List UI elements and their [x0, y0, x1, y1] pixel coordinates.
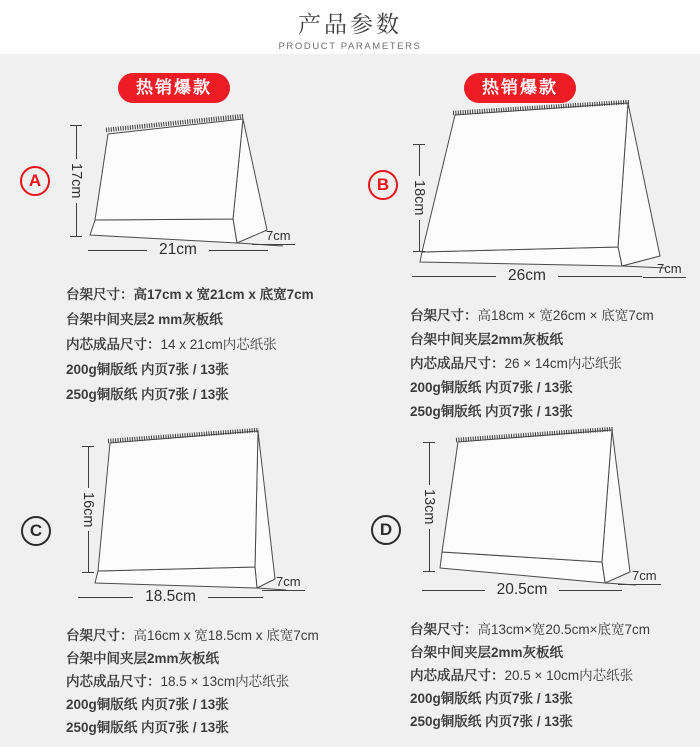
depth-dimension-label: 7cm — [262, 574, 305, 591]
spec-label: 高17cm x 宽21cm x 底宽7cm — [133, 287, 314, 302]
dimension-tick — [423, 571, 435, 572]
panel-label-a: A — [20, 166, 50, 196]
height-dimension — [410, 144, 428, 252]
hot-sale-badge: 热销爆款 — [118, 73, 230, 103]
dimension-line — [429, 443, 430, 485]
dimension-line — [429, 529, 430, 571]
width-dimension — [422, 580, 622, 600]
spec-value: 高16cm x 宽18.5cm x 底宽7cm — [133, 628, 319, 643]
dimension-line — [419, 145, 420, 176]
spec-line — [410, 304, 654, 328]
spec-label: 台架尺寸： — [410, 622, 478, 637]
spec-list — [66, 624, 319, 739]
depth-dimension-label: 7cm — [643, 261, 686, 278]
width-dimension-label: 20.5cm — [496, 581, 548, 598]
panel-label-b: B — [368, 170, 398, 200]
depth-dimension-label: 7cm — [618, 568, 661, 585]
dimension-line — [76, 203, 77, 236]
dimension-tick — [70, 236, 82, 237]
spec-label: 台架尺寸： — [410, 308, 478, 323]
dimension-line — [88, 447, 89, 488]
dimension-line — [208, 597, 263, 598]
desk-calendar-diagram-b — [418, 100, 668, 272]
spec-line — [410, 618, 650, 641]
spec-list — [66, 282, 314, 407]
spec-label: 台架中间夹层2 mm灰板纸 — [66, 312, 223, 327]
spec-value: 14 x 21cm内芯纸张 — [160, 337, 277, 352]
spec-label: 内芯成品尺寸： — [66, 674, 161, 689]
spec-line — [66, 357, 314, 382]
spec-line — [410, 376, 654, 400]
spec-line — [66, 307, 314, 332]
spec-label: 内芯成品尺寸： — [66, 337, 161, 352]
width-dimension — [88, 240, 268, 260]
panel-label-d: D — [371, 515, 401, 545]
spec-list — [410, 304, 654, 424]
spec-label: 250g铜版纸 内页7张 / 13张 — [410, 404, 573, 419]
dimension-line — [419, 220, 420, 251]
spec-line — [66, 670, 319, 693]
spec-line — [410, 710, 650, 733]
height-dimension — [79, 446, 97, 573]
spec-label: 200g铜版纸 内页7张 / 13张 — [410, 380, 573, 395]
dimension-tick — [82, 572, 94, 573]
panel-a — [0, 54, 350, 418]
spec-label: 台架中间夹层2mm灰板纸 — [410, 645, 564, 660]
hot-sale-badge: 热销爆款 — [464, 73, 576, 103]
desk-calendar-diagram-d — [433, 427, 638, 587]
spec-label: 200g铜版纸 内页7张 / 13张 — [66, 697, 229, 712]
spec-label: 250g铜版纸 内页7张 / 13张 — [66, 387, 229, 402]
height-dimension-label: 17cm — [68, 163, 84, 199]
spec-line — [66, 282, 314, 307]
content — [0, 54, 700, 747]
panel-b — [350, 54, 700, 418]
spec-label: 台架尺寸： — [66, 287, 134, 302]
panel-c — [0, 418, 350, 747]
spec-line — [66, 382, 314, 407]
spec-line — [66, 624, 319, 647]
spec-label: 台架尺寸： — [66, 628, 134, 643]
spec-line — [66, 716, 319, 739]
width-dimension — [412, 266, 642, 286]
width-dimension-label: 26cm — [508, 267, 546, 284]
spec-value: 26 × 14cm内芯纸张 — [504, 356, 622, 371]
height-dimension — [67, 125, 85, 237]
height-dimension-label: 18cm — [411, 180, 427, 216]
spec-line — [410, 687, 650, 710]
spec-line — [410, 641, 650, 664]
spec-value: 高18cm × 宽26cm × 底宽7cm — [477, 308, 654, 323]
spec-value: 高13cm×宽20.5cm×底宽7cm — [477, 622, 651, 637]
dimension-line — [88, 250, 147, 251]
spec-label: 内芯成品尺寸： — [410, 356, 505, 371]
dimension-line — [412, 276, 496, 277]
spec-line — [410, 352, 654, 376]
spec-line — [410, 328, 654, 352]
dimension-line — [558, 276, 642, 277]
desk-calendar-diagram-c — [88, 426, 288, 594]
spec-line — [66, 693, 319, 716]
panel-label-c: C — [21, 516, 51, 546]
spec-line — [410, 664, 650, 687]
height-dimension — [420, 442, 438, 572]
dimension-line — [209, 250, 268, 251]
page-title: 产品参数 — [298, 11, 402, 37]
spec-list — [410, 618, 650, 733]
spec-label: 内芯成品尺寸： — [410, 668, 505, 683]
width-dimension-label: 18.5cm — [145, 588, 196, 605]
dimension-line — [422, 590, 485, 591]
width-dimension-label: 21cm — [159, 241, 197, 258]
spec-line — [66, 332, 314, 357]
spec-value: 20.5 × 10cm内芯纸张 — [504, 668, 634, 683]
depth-dimension-label: 7cm — [252, 228, 295, 245]
dimension-line — [559, 590, 622, 591]
header — [0, 0, 700, 54]
spec-value: 18.5 × 13cm内芯纸张 — [160, 674, 290, 689]
height-dimension-label: 16cm — [80, 491, 96, 528]
page-subtitle: PRODUCT PARAMETERS — [278, 41, 422, 52]
spec-label: 台架中间夹层2mm灰板纸 — [66, 651, 220, 666]
height-dimension-label: 13cm — [421, 489, 437, 525]
dimension-line — [88, 531, 89, 572]
spec-label: 200g铜版纸 内页7张 / 13张 — [410, 691, 573, 706]
width-dimension — [78, 587, 263, 607]
panel-d — [350, 418, 700, 747]
dimension-line — [76, 126, 77, 159]
spec-label: 台架中间夹层2mm灰板纸 — [410, 332, 564, 347]
spec-label: 200g铜版纸 内页7张 / 13张 — [66, 362, 229, 377]
dimension-tick — [413, 251, 425, 252]
spec-line — [66, 647, 319, 670]
spec-label: 250g铜版纸 内页7张 / 13张 — [66, 720, 229, 735]
dimension-line — [78, 597, 133, 598]
spec-label: 250g铜版纸 内页7张 / 13张 — [410, 714, 573, 729]
